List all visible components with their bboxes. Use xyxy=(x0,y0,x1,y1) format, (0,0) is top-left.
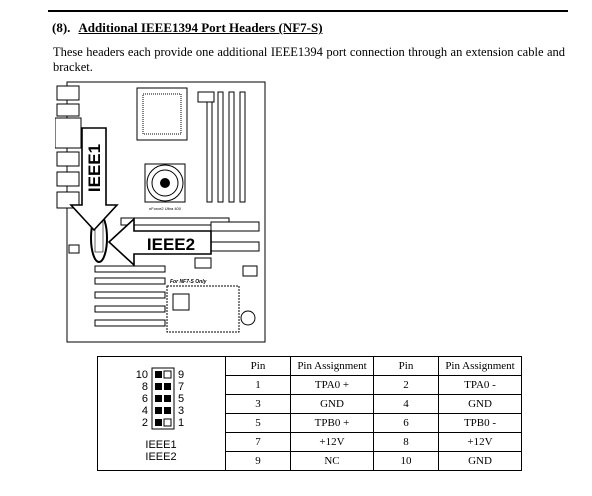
section-heading xyxy=(52,20,323,36)
col-header-pin: Pin xyxy=(374,357,439,376)
motherboard-diagram xyxy=(55,80,270,345)
header-diagram-cell xyxy=(98,357,226,471)
pin-assignment-table xyxy=(97,356,522,471)
pin-label-left: 8 xyxy=(141,380,148,393)
chipset-label: nForce2 Ultra 400 xyxy=(148,206,182,211)
pin-label-left: 2 xyxy=(141,416,148,429)
pin-number: 5 xyxy=(226,414,291,433)
pin-number: 10 xyxy=(374,452,439,471)
header-label-ieee2: IEEE2 xyxy=(145,450,177,463)
pin-label-left: 6 xyxy=(141,392,148,405)
pin-label-right: 5 xyxy=(178,392,185,405)
col-header-pin: Pin xyxy=(226,357,291,376)
ieee1-callout: IEEE1 xyxy=(85,143,104,193)
table-header-row xyxy=(98,357,522,376)
pin-assignment: +12V xyxy=(291,433,374,452)
pin-label-right: 3 xyxy=(178,404,185,417)
pin-number: 3 xyxy=(226,395,291,414)
pin-assignment: TPB0 + xyxy=(291,414,374,433)
header-label-ieee1: IEEE1 xyxy=(145,438,177,451)
pin-assignment: NC xyxy=(291,452,374,471)
top-rule xyxy=(48,10,568,12)
section-number: (8). xyxy=(52,20,71,35)
pin-number: 9 xyxy=(226,452,291,471)
col-header-assignment: Pin Assignment xyxy=(291,357,374,376)
nf7s-note: For NF7-S Only xyxy=(170,279,207,285)
pin-assignment: TPB0 - xyxy=(439,414,522,433)
pin-label-right: 9 xyxy=(178,368,185,381)
section-title: Additional IEEE1394 Port Headers (NF7-S) xyxy=(78,20,323,35)
pin-number: 1 xyxy=(226,376,291,395)
pin-label-left: 4 xyxy=(141,404,148,417)
pin-number: 4 xyxy=(374,395,439,414)
header-pin-diagram xyxy=(98,358,225,470)
pin-assignment: TPA0 + xyxy=(291,376,374,395)
pin-label-right: 7 xyxy=(178,380,185,393)
pin-number: 6 xyxy=(374,414,439,433)
pin-assignment: GND xyxy=(439,395,522,414)
pin-number: 2 xyxy=(374,376,439,395)
pin-assignment: TPA0 - xyxy=(439,376,522,395)
pin-assignment: GND xyxy=(439,452,522,471)
pin-number: 8 xyxy=(374,433,439,452)
pin-label-left: 10 xyxy=(135,368,148,381)
pin-number: 7 xyxy=(226,433,291,452)
pin-assignment: +12V xyxy=(439,433,522,452)
pin-assignment: GND xyxy=(291,395,374,414)
description-paragraph: These headers each provide one additional IEEE1394 port connection through an extension cable and bracket. xyxy=(53,45,565,74)
col-header-assignment: Pin Assignment xyxy=(439,357,522,376)
pin-label-right: 1 xyxy=(178,416,185,429)
ieee2-callout: IEEE2 xyxy=(146,235,196,254)
